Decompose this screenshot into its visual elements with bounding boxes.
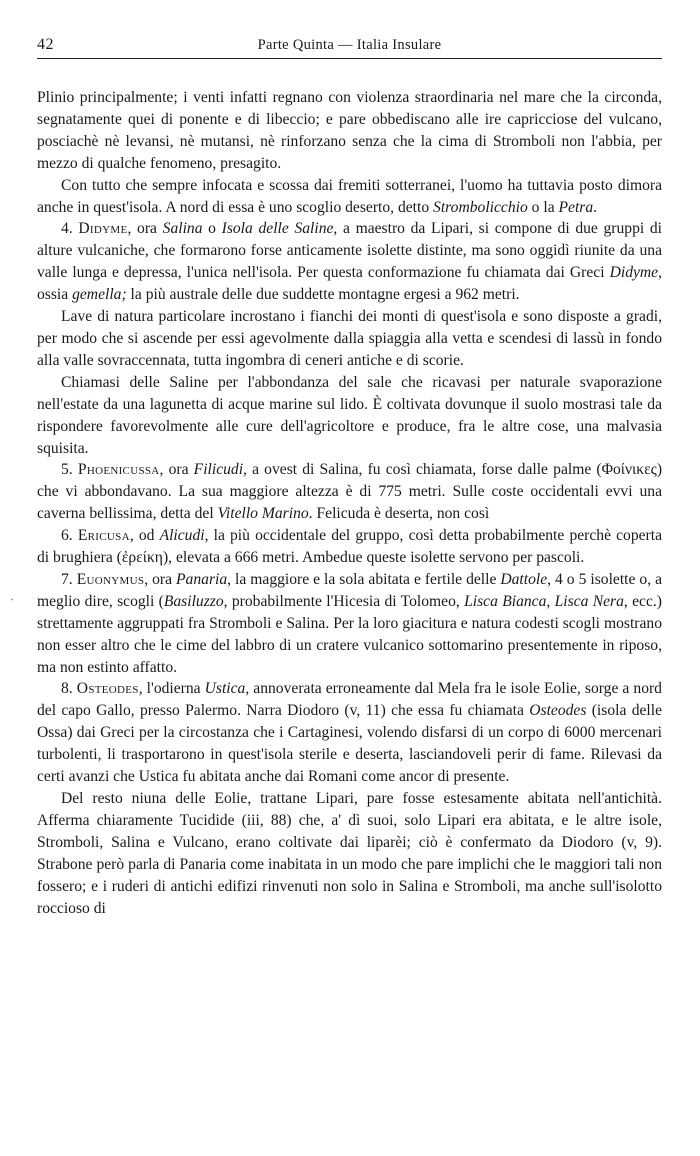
paragraph: Plinio principalmente; i venti infatti regnano con violenza straordinaria nel mare che la circonda, segnatamente quei di ponente e di libeccio; e pare obbediscano alle ire capricciose del vulcano, posciachè nè levansi, nè mutansi, nè rinforzano senza che la cima di Stromboli non l'abbia, per mezzo di qualche fenomeno, presagito. [37,89,662,172]
page-header [37,0,662,59]
paragraph: Con tutto che sempre infocata e scossa dai fremiti sotterranei, l'uomo ha tuttavia posto dimora anche in quest'isola. A nord di essa è uno scoglio deserto, detto Strombolicchio o la Petra. [37,176,662,216]
paragraph-section-7: 7. Euonymus, ora Panaria, la maggiore e la sola abitata e fertile delle Dattole, 4 o 5 isolette o, a meglio dire, scogli (Basiluzzo, probabilmente l'Hicesia di Tolomeo, Lisca Bianca, Lisca Nera, ecc.) strettamente aggruppati fra Stromboli e Salina. Per la loro giacitura e natura codesti scogli mostrano non esser altro che le cime del labbro di un cratere vulcanico sottomarino presentemente in riposo, ma non estinto affatto. [37,570,662,676]
island-name: Euonymus [76,570,145,588]
paragraph: Chiamasi delle Saline per l'abbondanza del sale che ricavasi per naturale svaporazione nell'estate da una lagunetta di acque marine sul lido. È coltivata dovunque il suolo mostrasi tale da rispondere favorevolmente alle cure dell'agricoltore e produce, fra le altre cose, una malvasia squisita. [37,373,662,457]
island-name: Didyme [78,220,128,238]
margin-mark: ` [10,596,14,610]
section-number: 8. [61,680,73,698]
section-number: 6. [61,527,73,545]
body-text [37,87,662,919]
section-number: 7. [61,570,73,588]
paragraph-section-8: 8. Osteodes, l'odierna Ustica, annoverata erroneamente dal Mela fra le isole Eolie, sorge a nord del capo Gallo, presso Palermo. Narra Diodoro (v, 11) che essa fu chiamata Osteodes (isola delle Ossa) dai Greci per la circostanza che i Cartaginesi, volendo disfarsi di un corpo di 6000 mercenari turbolenti, li trasportarono in quest'isola sterile e deserta, lasciandoveli perir di fame. Rilevasi da certi avanzi che Ustica fu abitata anche dai Romani come ancor di presente. [37,680,662,786]
island-name: Phoenicussa [77,461,160,479]
island-name: Ericusa [77,527,130,545]
island-name: Osteodes [76,680,139,698]
paragraph: Lave di natura particolare incrostano i fianchi dei monti di quest'isola e sono disposte a gradi, per modo che si ascende per essi agevolmente dalla spiaggia alla vetta e scendesi di lassù in fondo alla valle sovraccennata, tutta ingombra di ceneri antiche e di scorie. [37,308,662,369]
paragraph-section-4: 4. Didyme, ora Salina o Isola delle Saline, a maestro da Lipari, si compone di due gruppi di alture vulcaniche, che formarono forse anticamente isolette distinte, ma sono oggidì riunite da una valle lunga e depressa, l'unica nell'isola. Per questa conformazione fu chiamata dai Greci Didyme, ossia gemella; la più australe delle due suddette montagne ergesi a 962 metri. [37,220,662,304]
paragraph: Del resto niuna delle Eolie, trattane Lipari, pare fosse estesamente abitata nell'antichità. Afferma chiaramente Tucidide (iii, 88) che, a' dì suoi, solo Lipari era abitata, e le altre isole, Stromboli, Salina e Vulcano, erano coltivate dai liparèi; ciò è confermato da Diodoro (v, 9). Strabone però parla di Panaria come inabitata in un modo che pare implichi che le maggiori tali non fossero; e i ruderi di antichi edifizi rinvenuti non solo in Salina e Stromboli, ma anche sull'isolotto roccioso di [37,790,662,917]
paragraph-section-6: 6. Ericusa, od Alicudi, la più occidentale del gruppo, così detta probabilmente perchè coperta di brughiera (ἐρείκη), elevata a 666 metri. Ambedue queste isolette servono per pascoli. [37,527,663,567]
section-number: 5. [61,461,73,479]
section-number: 4. [61,220,73,238]
running-title: Parte Quinta — Italia Insulare [257,37,442,53]
paragraph-section-5: 5. Phoenicussa, ora Filicudi, a ovest di Salina, fu così chiamata, forse dalle palme (Φοίνικες) che vi abbondavano. La sua maggiore altezza è di 775 metri. Sulle coste occidentali evvi una caverna bellissima, detta del Vitello Marino. Felicuda è deserta, non così [37,461,663,523]
page-number: 42 [37,36,54,53]
